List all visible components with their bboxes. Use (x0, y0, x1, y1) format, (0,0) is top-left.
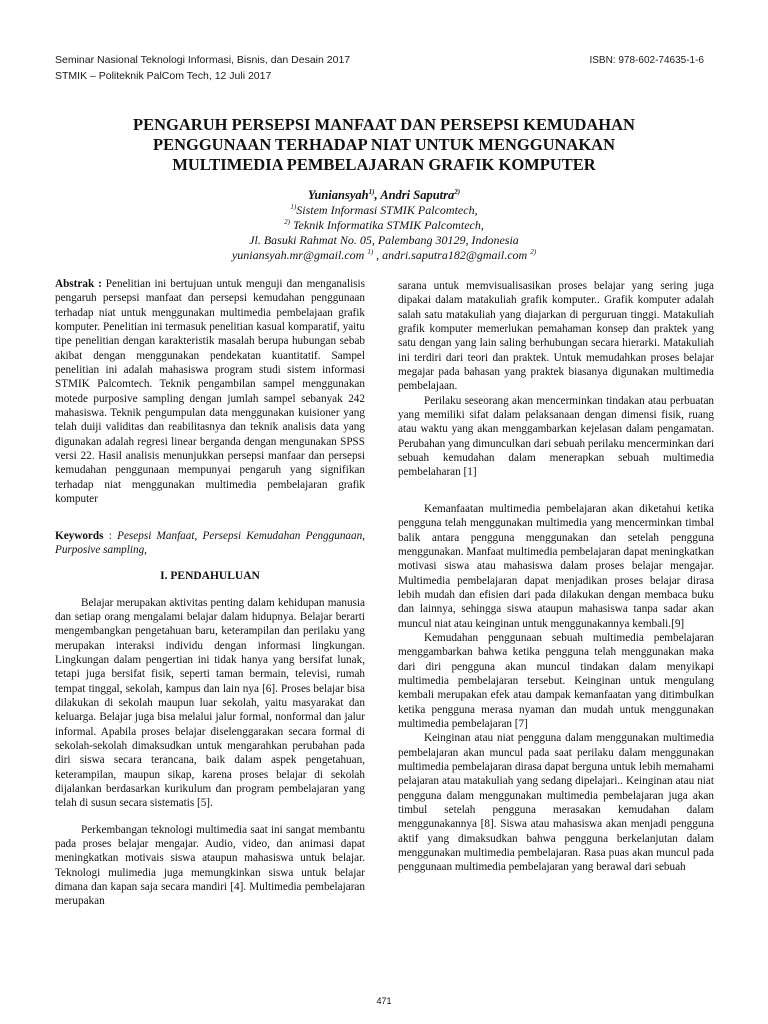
author-separator: , (374, 188, 381, 202)
author-2-mark: 2) (454, 187, 461, 196)
keywords-label: Keywords (55, 529, 104, 542)
conference-header (55, 52, 350, 84)
section-heading-introduction: I. PENDAHULUAN (160, 570, 260, 583)
title-line-3: MULTIMEDIA PEMBELAJARAN GRAFIK KOMPUTER (172, 155, 596, 174)
intro-paragraph-2: Perkembangan teknologi multimedia saat ini sangat membantu pada proses belajar mengajar. Audio, video, dan animasi dapat meningkatkan motivais siswa ataupun mahasiswa untuk belajar. Teknologi mulimedia juga memungkinkan siswa untuk belajar dimana dan kapan saja secara mandiri [4]. Multimedia pembelajaran merupakan (55, 823, 365, 908)
abstract-text: Penelitian ini bertujuan untuk menguji dan menganalisis pengaruh persepsi manfaat dan persepsi kemudahan penggunaan terhadap niat untuk menggunakan multimedia pembelajaan grafik komputer. Penelitian ini termasuk penelitian kasual komparatif, yaitu tipe penelitian dengan karakteristik masalah berupa hubungan sebab akibat dengan menggunakan pendekatan kuantitatif. Sampel penelitian ini adalah mahasiswa program studi sistem informasi STMIK Palcomtech. Teknik pengambilan sampel menggunakan motede purposive sampling dengan jumlah sampel sebanyak 242 mahasiswa. Teknik pengumpulan data menggunakan kuisioner yang telah duiji validitas dan reabilitasnya dan teknik analisis data yang digunakan adalah regresi linear berganda dengan mengunakan SPSS versi 22. Hasil analisis menunjukkan persepsi manfaar dan persepsi kemudahan penggunaan mempunyai pengaruh yang signifikan terhadap niat menggunakan multimedia pembelajaran grafik komputer (55, 278, 365, 506)
page-number: 471 (376, 996, 392, 1006)
right-paragraph-2: Perilaku seseorang akan mencerminkan tindakan atau perbuatan yang memiliki sifat dalam pelaksanaan dengan dimensi fisik, ruang atau waktu yang akan menggambarkan kejelasan dalam pengamatan. Perubahan yang dimunculkan dari sebuah perilaku mencerminkan dari sebuah kemudahan dalam menerapkan sebuah multimedia pembelaharan [1] (398, 394, 714, 479)
affiliation-2: $^{2)}$ Teknik Informatika STMIK Palcomtech, (284, 218, 484, 232)
keywords: Keywords : Pesepsi Manfaat, Persepsi Kemudahan Penggunaan, Purposive sampling, (55, 529, 366, 556)
right-paragraph-3: Kemanfaatan multimedia pembelajaran akan diketahui ketika pengguna telah menggunakan multimedia yang mencerminkan timbal balik antara pengguna menggunakan dan setelah pengguna menggunakan. Manfaat multimedia pembelajaran dapat meningkatkan motivasi siswa atau mahasiswa dalam proses belajar mengajar. Multimedia pembelajaran dapat menjadikan proses belajar dirasa lebih mudah dan efisien dari pada dilakukan dengan membaca buku dan lainnya, sehingga siswa ataupun mahasiswa tanpa sadar akan muncul niat atau keinginan untuk menggunakannya kembali.[9] (398, 502, 714, 630)
email-1[interactable]: yuniansyah.mr@gmail.com (231, 248, 365, 262)
right-column (398, 279, 714, 875)
right-paragraph-1: sarana untuk memvisualisasikan proses belajar yang sering juga dipakai dalam matakuliah grafik komputer.. Grafik komputer adalah salah satu matakuliah yang diajarkan di perguruan tinggi. Matakuliah grafik komputer memerlukan pemahaman konsep dan praktek yang satu dengan yang lain saling berhubungan secara hierarki. Matakuliah ini terdiri dari teori dan praktek. Untuk memudahkan proses belajar megajar pada bahasan yang praktek biasanya digunakan multimedia pembelajaan. (398, 280, 714, 393)
right-paragraph-5: Keinginan atau niat pengguna dalam menggunakan multimedia pembelajaran akan muncul pada saat perilaku dalam menggunakan multimedia pembelajaran dirasa dapat berguna untuk lebih memahami pelajaran atau matakuliah yang sedang dipelajari.. Keinginan atau niat pengguna dalam menggunakan multimedia pembelajaran juga akan timbul setelah pengguna merasakan kemudahan dalam menggunakannya [8]. Siswa atau mahasiswa akan menjadi pengguna aktif yang dimaksudkan bahwa pengguna berkelanjutan dalam menggunakan multimedia pembelajaran. Rasa puas akan muncul pada penggunaan multimedia pembelajaran yang berawal dari sebuah (398, 732, 714, 874)
intro-paragraph-1: Belajar merupakan aktivitas penting dalam kehidupan manusia dan setiap orang mengalami belajar dalam hidupnya. Belajar berarti mengembangkan pengetahuan baru, keterampilan dan perilaku yang merupakan interaksi individu dengan informasi lingkungan. Lingkungan dalam pengertian ini tidak hanya yang bersifat lunak, tetapi juga bersifat fisik, seperti taman bermain, televisi, rumah tempat tinggal, sekolah, kampus dan lain nya [6]. Proses belajar bisa dilakukan di sekolah maupun luar sekolah, yaitu masyarakat dan keluarga. Belajar juga bisa melalui jalur formal, nonformal dan jalur informal. Apabila proses belajar diselenggarakan secara formal di sekolah-sekolah dimaksudkan untuk mengarahkan perubahan pada diri siswa secara terancana, baik dalam aspek pengetahuan, keterampilan, maupun sikap, karena proses belajar di sekolah dijalankan berdasarkan kurikulum dan program pembelajaran yang telah di susun secara sistematis [5]. (55, 596, 365, 810)
title-line-1: PENGARUH PERSEPSI MANFAAT DAN PERSEPSI KEMUDAHAN (133, 115, 635, 134)
author-2: Andri Saputra (380, 188, 455, 202)
emails: yuniansyah.mr@gmail.com $^{1)}$ , andri.saputra182@gmail.com $^{2)}$ (231, 248, 537, 262)
abstract (55, 277, 365, 507)
conference-name: Seminar Nasional Teknologi Informasi, Bisnis, dan Desain 2017 (55, 54, 351, 66)
author-1: Yuniansyah (307, 188, 369, 202)
title-line-2: PENGGUNAAN TERHADAP NIAT UNTUK MENGGUNAKAN (152, 135, 616, 154)
address: Jl. Basuki Rahmat No. 05, Palembang 30129, Indonesia (249, 233, 519, 247)
left-column (55, 277, 365, 909)
author-block (95, 188, 673, 263)
right-paragraph-4: Kemudahan penggunaan sebuah multimedia pembelajaran menggambarkan bahwa ketika pengguna telah menggunakan maka dari diri pengguna akan muncul tindakan dalam menyikapi multimedia pembelajaran tersebut. Keinginan untuk mengulang kembali merupakan efek atau dampak kemanfaatan yang ditimbulkan ketika pengguna merasa nyaman dan mudah untuk menggunakan multimedia pembelajaran [7] (398, 631, 714, 730)
paper-title (95, 115, 673, 175)
affiliation-1: $^{1)}$Sistem Informasi STMIK Palcomtech, (290, 203, 478, 217)
email-2[interactable]: andri.saputra182@gmail.com (382, 248, 528, 262)
author-names (95, 188, 673, 203)
isbn: ISBN: 978-602-74635-1-6 (589, 55, 704, 66)
abstract-label: Abstrak : (55, 278, 102, 290)
author-1-mark: 1) (368, 187, 375, 196)
conference-venue-date: STMIK – Politeknik PalCom Tech, 12 Juli 2017 (55, 70, 272, 82)
keywords-text: Pesepsi Manfaat, Persepsi Kemudahan Penggunaan, Purposive sampling, (55, 529, 366, 556)
